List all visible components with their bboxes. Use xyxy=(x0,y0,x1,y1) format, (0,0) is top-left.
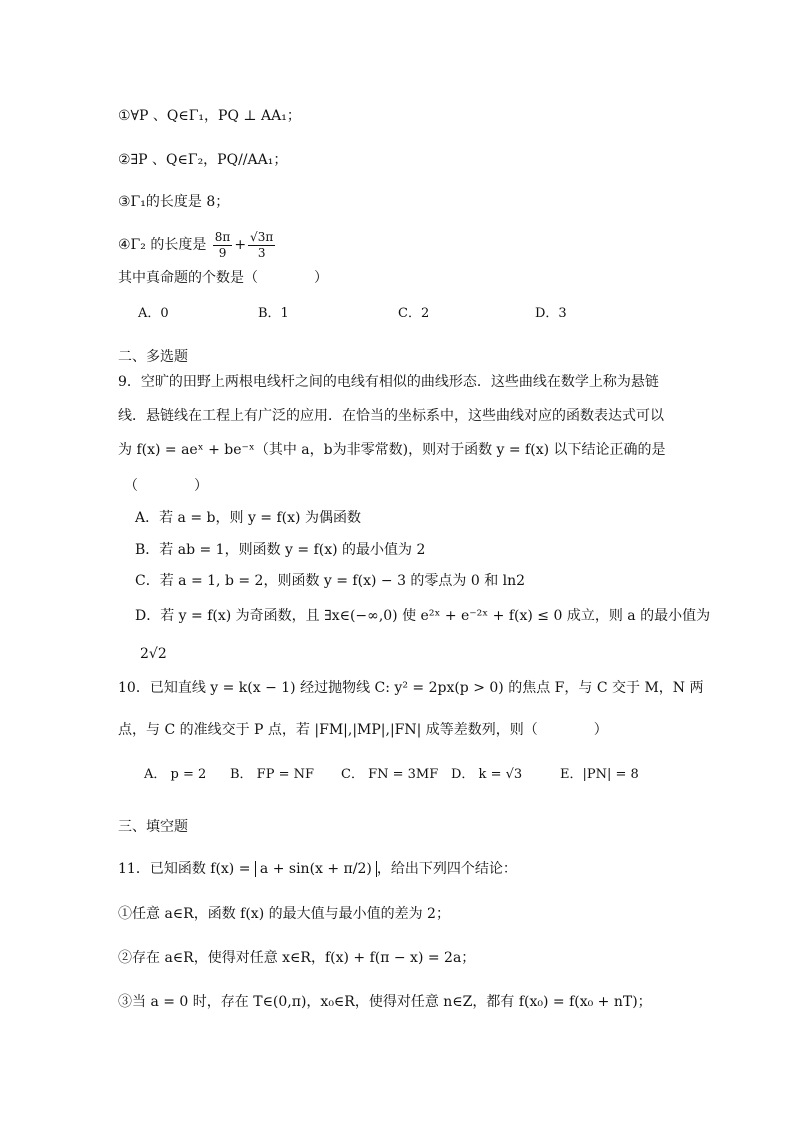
q11-conclusion-2: ②存在 a∈R，使得对任意 x∈R，f(x) + f(π − x) = 2a； xyxy=(118,950,476,966)
q9-option-a: A．若 a = b，则 y = f(x) 为偶函数 xyxy=(135,510,361,526)
q9-line-2: 线．悬链线在工程上有广泛的应用．在恰当的坐标系中，这些曲线对应的函数表达式可以 xyxy=(118,408,664,424)
statement-1: ①∀P 、Q∈Γ₁，PQ ⊥ AA₁； xyxy=(118,108,301,124)
q10-option-a: A． p = 2 xyxy=(144,767,207,782)
q9-option-d: D．若 y = f(x) 为奇函数，且 ∃x∈(−∞,0) 使 e²ˣ + e⁻²ˣ + f(x) ≤ 0 成立，则 a 的最小值为 xyxy=(135,608,711,624)
q11-absolute-value-expression: a + sin(x + π/2) xyxy=(255,861,377,877)
q11-stem xyxy=(118,852,517,886)
fraction-numerator: 8π xyxy=(214,229,231,244)
statement-3: ③Γ₁的长度是 8； xyxy=(118,194,230,210)
q9-option-c: C．若 a = 1, b = 2，则函数 y = f(x) − 3 的零点为 0 和 ln2 xyxy=(135,573,526,589)
fraction-numerator: √3π xyxy=(250,229,274,244)
q11-suffix: ，给出下列四个结论： xyxy=(376,861,517,877)
q11-conclusion-1: ①任意 a∈R，函数 f(x) 的最大值与最小值的差为 2； xyxy=(118,906,450,922)
q8-option-a: A．0 xyxy=(138,306,169,321)
statement-4: ④Γ₂ 的长度是 $\frac{8\pi}{9}$ + $\frac{√3\pi}{3}$ xyxy=(118,229,274,260)
q10-option-c: C． FN = 3MF xyxy=(341,767,439,782)
q10-line-1: 10．已知直线 y = k(x − 1) 经过抛物线 C: y² = 2px(p > 0) 的焦点 F，与 C 交于 M，N 两 xyxy=(118,680,704,696)
fraction-8pi-9 xyxy=(213,230,233,261)
section-heading-fill-in: 三、填空题 xyxy=(118,819,188,835)
statement-4-prefix: ④Γ₂ 的长度是 xyxy=(118,237,207,253)
fraction-sqrt3pi-3 xyxy=(248,230,275,261)
q11-prefix: 11．已知函数 f(x) = xyxy=(118,861,255,877)
fraction-denominator: 3 xyxy=(257,245,266,260)
q10-option-d: D． k = √3 xyxy=(451,767,523,782)
q11-conclusion-3: ③当 a = 0 时，存在 T∈(0,π)，x₀∈R，使得对任意 n∈Z，都有 f(x₀) = f(x₀ + nT)； xyxy=(118,994,652,1010)
q8-option-b: B．1 xyxy=(258,306,289,321)
q9-line-1: 9．空旷的田野上两根电线杆之间的电线有相似的曲线形态．这些曲线在数学上称为悬链 xyxy=(118,374,659,390)
question-8-stem: 其中真命题的个数是（ ） xyxy=(118,270,328,286)
q8-option-c: C．2 xyxy=(398,306,430,321)
section-heading-multi-choice: 二、多选题 xyxy=(118,349,188,365)
q9-option-b: B．若 ab = 1，则函数 y = f(x) 的最小值为 2 xyxy=(135,542,426,558)
q9-option-d-continued: 2√2 xyxy=(140,646,167,662)
q9-answer-paren: （ ） xyxy=(124,478,208,494)
q10-option-b: B． FP = NF xyxy=(230,767,315,782)
q10-line-2: 点，与 C 的准线交于 P 点，若 |FM|,|MP|,|FN| 成等差数列，则（ ） xyxy=(118,722,608,738)
fraction-denominator: 9 xyxy=(218,245,227,260)
q10-option-e: E．|PN| = 8 xyxy=(560,767,639,782)
statement-2: ②∃P 、Q∈Γ₂，PQ//AA₁； xyxy=(118,152,288,168)
q9-line-3: 为 f(x) = aeˣ + be⁻ˣ（其中 a，b为非零常数)，则对于函数 y = f(x) 以下结论正确的是 xyxy=(118,442,666,458)
q8-option-d: D．3 xyxy=(535,306,567,321)
